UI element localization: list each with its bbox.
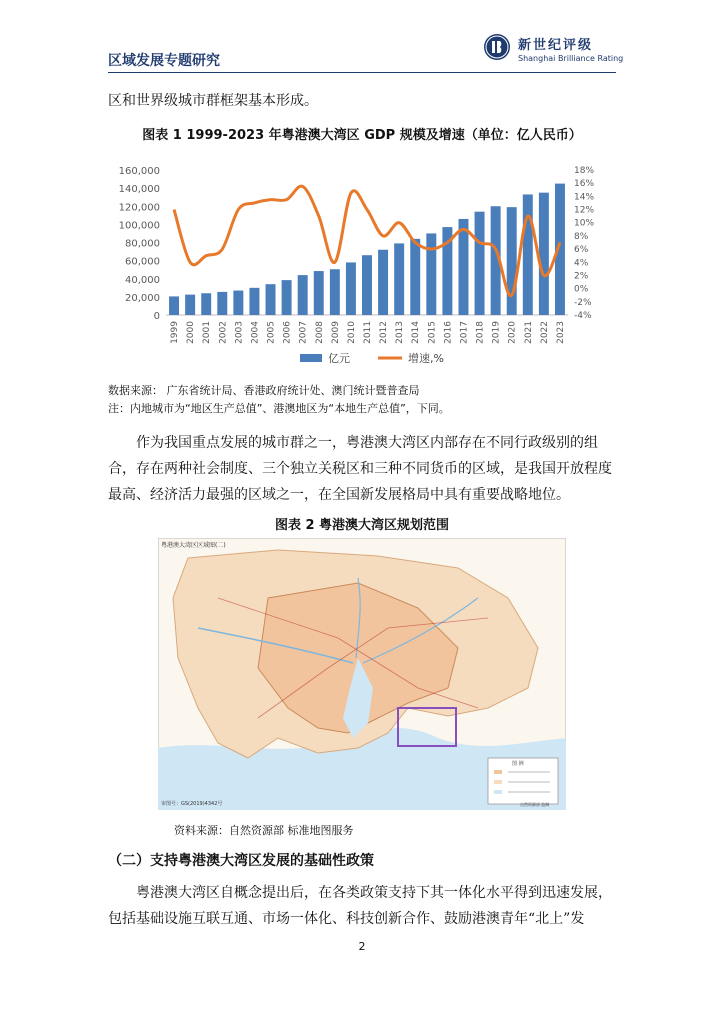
x-tick-label: 2015 bbox=[427, 321, 438, 344]
y-right-tick-label: 12% bbox=[574, 205, 595, 216]
y-left-tick-label: 160,000 bbox=[118, 166, 160, 177]
y-left-tick-label: 60,000 bbox=[125, 256, 160, 268]
gdp-bar bbox=[362, 255, 372, 315]
x-tick-label: 2011 bbox=[363, 321, 373, 344]
gdp-bar bbox=[282, 280, 292, 315]
y-left-tick-label: 80,000 bbox=[125, 238, 160, 250]
x-tick-label: 2020 bbox=[507, 321, 518, 344]
gdp-bar bbox=[266, 284, 276, 315]
x-tick-label: 2008 bbox=[314, 321, 325, 344]
x-tick-label: 2014 bbox=[411, 321, 422, 344]
x-tick-label: 2021 bbox=[523, 321, 534, 344]
map-approval-number: 审图号：GS(2019)4342号 bbox=[161, 801, 223, 807]
logo-chinese-name: 新世纪评级 bbox=[518, 38, 594, 53]
x-tick-label: 2017 bbox=[459, 321, 470, 344]
y-right-tick-label: 0% bbox=[574, 284, 589, 295]
gdp-bar bbox=[330, 269, 340, 315]
paragraph-1: 作为我国重点发展的城市群之一，粤港澳大湾区内部存在不同行政级别的组合，存在两种社会制度、三个独立关税区和三种不同货币的区域，是我国开放程度最高、经济活力最强的区域之一，在全国新发展格局中具有重要战略地位。 bbox=[108, 435, 612, 503]
gdp-bar bbox=[378, 250, 388, 315]
gdp-bar bbox=[185, 295, 195, 315]
x-tick-label: 2019 bbox=[491, 321, 502, 344]
legend-label-growth: 增速,% bbox=[408, 352, 444, 365]
y-right-tick-label: 4% bbox=[574, 258, 589, 269]
logo-icon bbox=[484, 34, 510, 60]
gdp-bar bbox=[523, 194, 533, 315]
gdp-bar bbox=[314, 271, 324, 315]
x-tick-label: 2007 bbox=[298, 321, 309, 344]
x-tick-label: 2013 bbox=[395, 321, 406, 344]
gdp-bar bbox=[394, 243, 404, 315]
gdp-bar bbox=[475, 212, 485, 315]
x-tick-label: 2023 bbox=[555, 321, 566, 344]
gdp-bar bbox=[410, 239, 420, 315]
paragraph-2: 粤港澳大湾区自概念提出后，在各类政策支持下其一体化水平得到迅速发展，包括基础设施互联互通、市场一体化、科技创新合作、鼓励港澳青年“北上”发 bbox=[108, 885, 612, 927]
gdp-chart bbox=[108, 160, 616, 372]
brand-logo bbox=[484, 30, 624, 70]
x-tick-label: 2006 bbox=[282, 321, 293, 344]
x-tick-label: 2004 bbox=[250, 321, 261, 344]
gdp-bar bbox=[169, 296, 179, 315]
header-title: 区域发展专题研究 bbox=[108, 53, 220, 69]
y-right-tick-label: 6% bbox=[574, 245, 589, 256]
figure1-caption: 图表 1 1999-2023 年粤港澳大湾区 GDP 规模及增速（单位：亿人民币） bbox=[142, 128, 582, 143]
figure1-source: 数据来源： 广东省统计局、香港政府统计处、澳门统计暨普查局 bbox=[108, 384, 420, 397]
y-left-tick-label: 140,000 bbox=[118, 184, 160, 196]
gdp-bar bbox=[233, 291, 243, 315]
x-tick-label: 2012 bbox=[379, 321, 390, 344]
y-right-tick-label: 14% bbox=[574, 192, 595, 203]
x-tick-label: 2002 bbox=[218, 321, 229, 344]
y-right-tick-label: 16% bbox=[574, 179, 595, 190]
gdp-bar bbox=[298, 275, 308, 315]
x-tick-label: 2001 bbox=[202, 321, 213, 344]
logo-english-name: Shanghai Brilliance Rating bbox=[518, 54, 624, 63]
y-right-tick-label: 2% bbox=[574, 271, 589, 282]
y-left-tick-label: 20,000 bbox=[125, 292, 160, 304]
figure2-source: 资料来源：自然资源部 标准地图服务 bbox=[174, 824, 354, 837]
gdp-bar bbox=[249, 288, 259, 315]
legend-swatch-gdp bbox=[300, 354, 322, 362]
gdp-bar bbox=[507, 207, 517, 315]
gdp-bar bbox=[346, 262, 356, 315]
gdp-bar bbox=[217, 292, 227, 315]
page-number: 2 bbox=[358, 940, 366, 953]
gdp-bar bbox=[426, 233, 436, 315]
gdp-bar bbox=[458, 219, 468, 315]
figure1-note: 注：内地城市为“地区生产总值”、港澳地区为“本地生产总值”，下同。 bbox=[108, 402, 450, 415]
y-right-tick-label: 18% bbox=[574, 166, 595, 176]
y-left-tick-label: 100,000 bbox=[118, 220, 160, 232]
x-tick-label: 2009 bbox=[330, 321, 341, 344]
bay-area-map bbox=[158, 538, 566, 810]
y-left-tick-label: 40,000 bbox=[125, 274, 160, 286]
map-publisher: 自然资源部 监制 bbox=[520, 802, 550, 807]
x-tick-label: 2018 bbox=[475, 321, 486, 344]
intro-line: 区和世界级城市群框架基本形成。 bbox=[108, 93, 318, 109]
x-tick-label: 2000 bbox=[186, 321, 197, 344]
y-right-tick-label: 8% bbox=[574, 231, 589, 242]
figure2-caption: 图表 2 粤港澳大湾区规划范围 bbox=[274, 518, 450, 533]
y-left-tick-label: 120,000 bbox=[118, 202, 160, 214]
map-legend-title: 图 例 bbox=[512, 761, 524, 767]
y-left-tick-label: 0 bbox=[153, 311, 160, 322]
x-tick-label: 2003 bbox=[234, 321, 245, 344]
legend-label-gdp: 亿元 bbox=[328, 352, 350, 365]
x-tick-label: 1999 bbox=[170, 321, 181, 344]
x-tick-label: 2010 bbox=[346, 321, 357, 344]
x-tick-label: 2016 bbox=[443, 321, 454, 344]
x-tick-label: 2005 bbox=[266, 321, 277, 344]
section-heading: （二）支持粤港澳大湾区发展的基础性政策 bbox=[108, 853, 374, 869]
gdp-bar bbox=[201, 293, 211, 315]
x-tick-label: 2022 bbox=[539, 321, 550, 344]
y-right-tick-label: -4% bbox=[574, 311, 592, 321]
map-title: 粤港澳大湾区区域图(二) bbox=[161, 542, 226, 549]
gdp-bar bbox=[539, 193, 549, 315]
y-right-tick-label: -2% bbox=[574, 297, 592, 308]
header-divider bbox=[108, 72, 616, 73]
y-right-tick-label: 10% bbox=[574, 218, 595, 229]
